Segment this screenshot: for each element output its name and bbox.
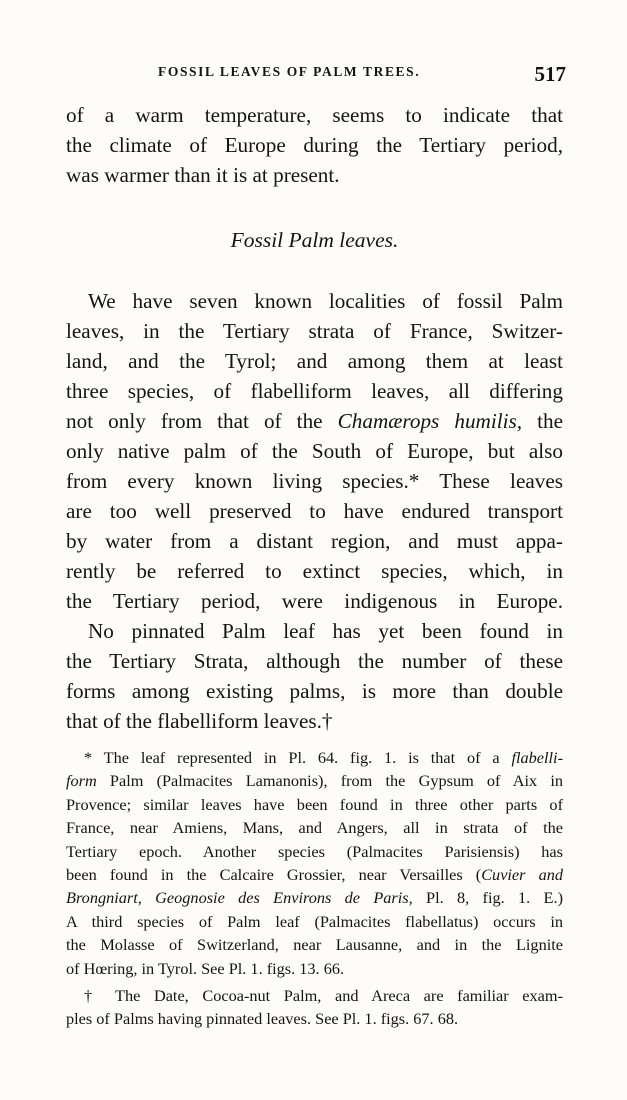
footnote-1 bbox=[66, 746, 563, 980]
text-run: * The leaf represented in Pl. 64. fig. 1. is that of a bbox=[84, 748, 512, 767]
text-line: leaves, in the Tertiary strata of France, Switzer- bbox=[66, 319, 563, 343]
text-line bbox=[66, 746, 563, 769]
italic-run: flabelli- bbox=[511, 748, 563, 767]
paragraph-1 bbox=[66, 286, 563, 616]
text-run: not only from that of the bbox=[66, 409, 338, 433]
page-header bbox=[66, 58, 566, 94]
italic-run: Brongniart, Geognosie des Environs de Paris, bbox=[66, 888, 413, 908]
footnote-2 bbox=[66, 984, 563, 1031]
text-line: was warmer than it is at present. bbox=[66, 163, 340, 187]
species-name: Chamærops humilis, bbox=[337, 409, 523, 433]
text-line: No pinnated Palm leaf has yet been found in bbox=[88, 619, 563, 643]
text-line: ples of Palms having pinnated leaves. See Pl. 1. figs. 67. 68. bbox=[66, 1009, 459, 1029]
text-line: forms among existing palms, is more than double bbox=[66, 679, 563, 703]
text-line: three species, of flabelliform leaves, all differing bbox=[66, 379, 563, 403]
text-run: Pl. 8, fig. 1. E.) bbox=[412, 888, 563, 908]
italic-run: Cuvier and bbox=[481, 865, 564, 885]
page-number: 517 bbox=[534, 62, 566, 86]
text-line: by water from a distant region, and must appa- bbox=[66, 529, 563, 553]
text-line: We have seven known localities of fossil Palm bbox=[88, 289, 563, 313]
text-line: from every known living species.* These leaves bbox=[66, 469, 563, 493]
text-line: A third species of Palm leaf (Palmacites flabellatus) occurs in bbox=[66, 911, 563, 931]
text-run: Palm (Palmacites Lamanonis), from the Gypsum of Aix in bbox=[96, 771, 563, 791]
footnotes bbox=[66, 746, 563, 1031]
text-line: France, near Amiens, Mans, and Angers, all in strata of the bbox=[66, 818, 563, 838]
text-line: rently be referred to extinct species, which, in bbox=[66, 559, 563, 583]
text-line: that of the flabelliform leaves.† bbox=[66, 709, 333, 733]
paragraph-2 bbox=[66, 616, 563, 736]
main-text bbox=[66, 100, 563, 736]
text-line: the Tertiary Strata, although the number of these bbox=[66, 649, 563, 673]
text-line: of a warm temperature, seems to indicate that bbox=[66, 103, 563, 127]
text-line: the climate of Europe during the Tertiary period, bbox=[66, 133, 563, 157]
text-line bbox=[66, 886, 563, 909]
italic-run: form bbox=[66, 771, 97, 791]
text-line: land, and the Tyrol; and among them at least bbox=[66, 349, 563, 373]
text-line bbox=[66, 769, 563, 792]
text-line bbox=[66, 406, 563, 436]
text-line: of Hœring, in Tyrol. See Pl. 1. figs. 13. 66. bbox=[66, 958, 345, 978]
text-line: the Molasse of Switzerland, near Lausanne, and in the Lignite bbox=[66, 935, 563, 955]
text-line: Tertiary epoch. Another species (Palmacites Parisiensis) has bbox=[66, 841, 563, 861]
text-line: only native palm of the South of Europe, but also bbox=[66, 439, 563, 463]
text-line: the Tertiary period, were indigenous in Europe. bbox=[66, 589, 563, 613]
text-run: the bbox=[522, 409, 563, 433]
section-heading: Fossil Palm leaves. bbox=[230, 228, 399, 252]
text-run: been found in the Calcaire Grossier, near Versailles ( bbox=[66, 865, 482, 885]
text-line bbox=[66, 863, 563, 886]
text-line: Provence; similar leaves have been found in three other parts of bbox=[66, 794, 563, 814]
running-title: FOSSIL LEAVES OF PALM TREES. bbox=[158, 64, 421, 79]
text-line: are too well preserved to have endured transport bbox=[66, 499, 563, 523]
text-line: † The Date, Cocoa-nut Palm, and Areca are familiar exam- bbox=[84, 986, 563, 1006]
intro-paragraph bbox=[66, 100, 563, 190]
